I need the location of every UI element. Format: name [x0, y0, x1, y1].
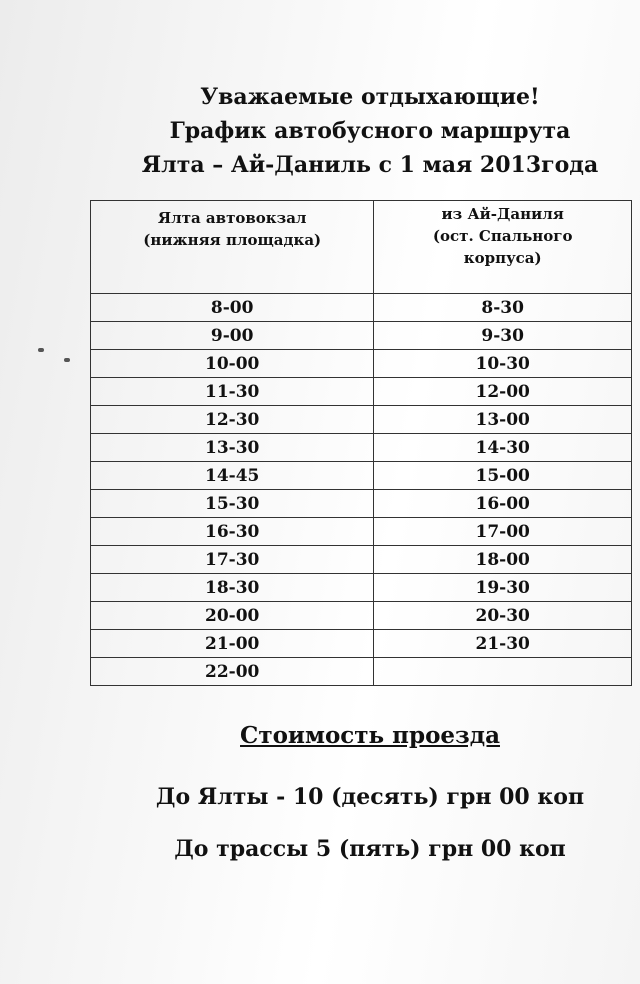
ai-danil-departure-time: 19-30 [374, 574, 632, 602]
fare-title: Стоимость проезда [240, 722, 500, 749]
ai-danil-departure-time: 21-30 [374, 630, 632, 658]
fare-to-highway: До трассы 5 (пять) грн 00 коп [174, 836, 566, 862]
column-header-line: (нижняя площадка) [143, 231, 322, 249]
ai-danil-departure-time: 9-30 [374, 322, 632, 350]
column-header-line: из Ай-Даниля [441, 205, 564, 223]
notice-greeting: Уважаемые отдыхающие! [200, 84, 540, 110]
yalta-departure-time: 20-00 [91, 602, 374, 630]
yalta-departure-time: 15-30 [91, 490, 374, 518]
ai-danil-departure-time: 18-00 [374, 546, 632, 574]
ai-danil-departure-time: 17-00 [374, 518, 632, 546]
yalta-departure-time: 10-00 [91, 350, 374, 378]
schedule-row [91, 630, 632, 658]
yalta-departure-time: 12-30 [91, 406, 374, 434]
schedule-row [91, 350, 632, 378]
schedule-row [91, 574, 632, 602]
schedule-header-row [91, 201, 632, 294]
ai-danil-departure-time: 16-00 [374, 490, 632, 518]
column-header-line: корпуса) [463, 249, 542, 267]
yalta-departure-time: 18-30 [91, 574, 374, 602]
schedule-row [91, 294, 632, 322]
schedule-row [91, 658, 632, 686]
yalta-departure-time: 9-00 [91, 322, 374, 350]
ai-danil-departure-time [374, 658, 632, 686]
column-header-yalta [91, 201, 374, 294]
yalta-departure-time: 11-30 [91, 378, 374, 406]
column-header-line: Ялта автовокзал [157, 209, 307, 227]
schedule-table [90, 200, 632, 686]
schedule-row [91, 462, 632, 490]
yalta-departure-time: 16-30 [91, 518, 374, 546]
ai-danil-departure-time: 15-00 [374, 462, 632, 490]
notice-title: График автобусного маршрута [169, 118, 571, 144]
column-header-line: (ост. Спального [432, 227, 573, 245]
yalta-departure-time: 17-30 [91, 546, 374, 574]
ai-danil-departure-time: 10-30 [374, 350, 632, 378]
yalta-departure-time: 8-00 [91, 294, 374, 322]
schedule-row [91, 518, 632, 546]
yalta-departure-time: 21-00 [91, 630, 374, 658]
schedule-row [91, 434, 632, 462]
yalta-departure-time: 14-45 [91, 462, 374, 490]
ai-danil-departure-time: 8-30 [374, 294, 632, 322]
ai-danil-departure-time: 12-00 [374, 378, 632, 406]
ai-danil-departure-time: 13-00 [374, 406, 632, 434]
notice-route: Ялта – Ай-Даниль с 1 мая 2013года [141, 152, 599, 178]
schedule-row [91, 546, 632, 574]
ai-danil-departure-time: 14-30 [374, 434, 632, 462]
schedule-row [91, 322, 632, 350]
ai-danil-departure-time: 20-30 [374, 602, 632, 630]
schedule-row [91, 406, 632, 434]
schedule-row [91, 378, 632, 406]
yalta-departure-time: 13-30 [91, 434, 374, 462]
schedule-row [91, 490, 632, 518]
column-header-ai-danil [374, 201, 632, 294]
schedule-body [91, 294, 632, 686]
paper-speck [64, 358, 70, 362]
yalta-departure-time: 22-00 [91, 658, 374, 686]
fare-to-yalta: До Ялты - 10 (десять) грн 00 коп [155, 784, 585, 810]
schedule-row [91, 602, 632, 630]
paper-speck [38, 348, 44, 352]
